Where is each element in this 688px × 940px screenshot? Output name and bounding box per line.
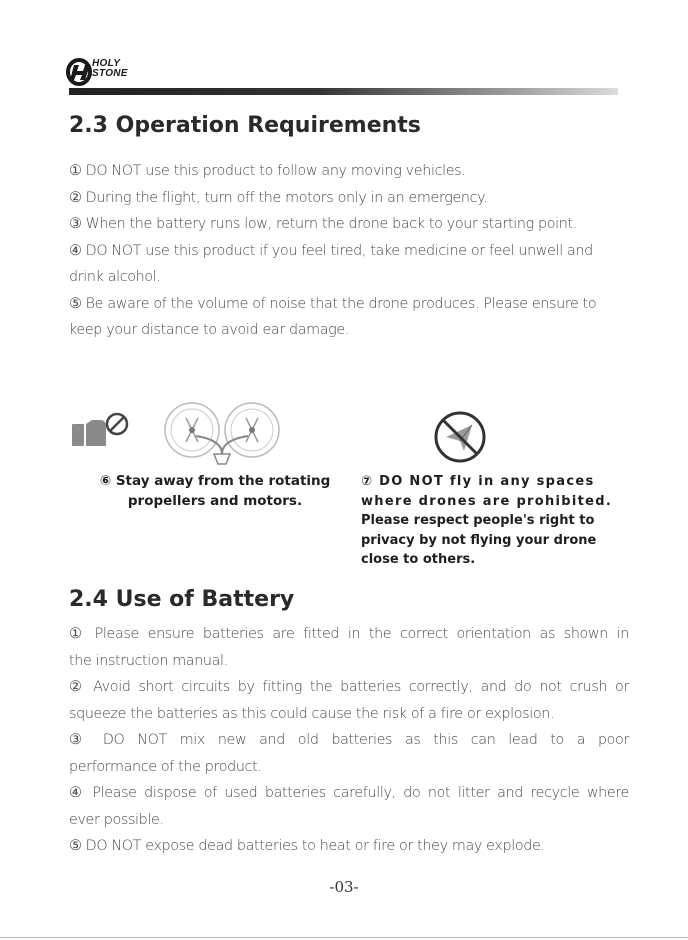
bottom-rule [0,937,688,938]
caption7-line1: ⑦ DO NOT fly in any spaces [361,474,595,489]
no-fly-zone-icon [432,409,488,465]
caption7-line2: where drones are prohibited. [361,493,613,509]
operation-requirements-list [69,158,629,344]
battery-item-2-line2: squeeze the batteries as this could cause the risk of a fire or explosion. [69,705,555,722]
brand-line1: HOLY [92,58,121,69]
operation-item-4: ④ DO NOT use this product if you feel tired, take medicine or feel unwell and drink alcohol. [69,242,593,285]
operation-item-2: ② During the flight, turn off the motors only in an emergency. [69,189,488,206]
battery-item-4-line2: ever possible. [69,811,164,828]
drone-propellers-icon [162,400,282,468]
brand-wordmark [92,59,128,79]
battery-item-1-line1: ① Please ensure batteries are fitted in the correct orientation as shown in [69,626,629,642]
caption7-line5: close to others. [361,552,476,567]
section-title-battery: 2.4 Use of Battery [69,587,295,612]
battery-item-3-line2: performance of the product. [69,758,262,775]
hand-no-touch-icon [70,410,134,450]
caption6-line2: propellers and motors. [127,492,303,509]
battery-list [69,621,629,860]
battery-item-4-line1: ④ Please dispose of used batteries carefully, do not litter and recycle where [69,785,629,801]
brand-line2: STONE [92,68,128,79]
caption-no-fly-warning [361,472,621,570]
operation-item-3: ③ When the battery runs low, return the drone back to your starting point. [69,216,577,232]
battery-item-2-line1: ② Avoid short circuits by fitting the batteries correctly, and do not crush or [69,679,629,695]
caption7-line4: privacy by not flying your drone [361,532,597,548]
caption7-line3: Please respect people's right to [361,513,595,528]
page-number: -03- [329,878,359,896]
header-rule [69,88,618,95]
operation-item-1: ① DO NOT use this product to follow any moving vehicles. [69,163,466,179]
section-title-operation: 2.3 Operation Requirements [69,113,421,138]
operation-item-5: ⑤ Be aware of the volume of noise that the drone produces. Please ensure to keep your distance to avoid ear damage. [69,295,597,338]
propellers-illustration [162,400,282,468]
no-fly-illustration [432,409,488,465]
battery-item-1-line2: the instruction manual. [69,652,228,669]
battery-item-5: ⑤ DO NOT expose dead batteries to heat or fire or they may explode. [69,838,545,854]
hand-prohibited-illustration [70,410,134,450]
caption-propellers-warning [90,472,340,511]
caption6-line1: ⑥ Stay away from the rotating [99,473,331,489]
battery-item-3-line1: ③ DO NOT mix new and old batteries as this can lead to a poor [69,732,629,748]
